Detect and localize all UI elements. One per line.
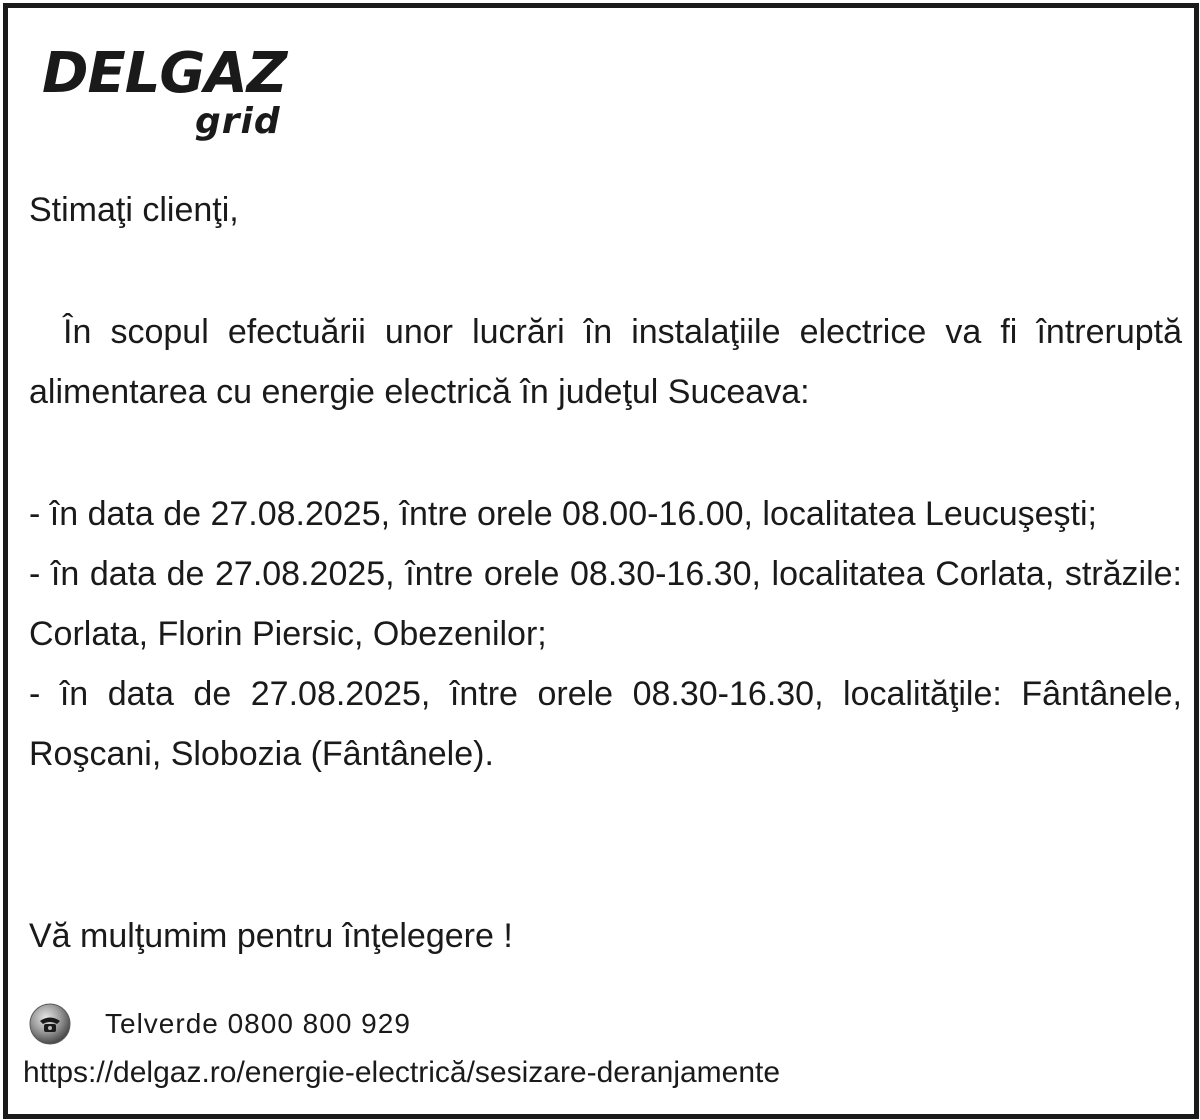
list-item: - în data de 27.08.2025, între orele 08.30-16.30, localitatea Corlata, străzile: Corlata, Florin Piersic, Obezenilor;	[29, 555, 1182, 653]
intro-paragraph: În scopul efectuării unor lucrări în instalaţiile electrice va fi întreruptă alimentarea cu energie electrică în judeţul Suceava:	[29, 313, 1182, 411]
notice-frame	[3, 3, 1199, 1119]
report-url[interactable]: https://delgaz.ro/energie-electrică/sesizare-deranjamente	[23, 1056, 781, 1089]
thanks-message: Vă mulţumim pentru înţelegere !	[29, 917, 513, 955]
list-item: - în data de 27.08.2025, între orele 08.00-16.00, localitatea Leucuşeşti;	[29, 495, 1097, 533]
greeting: Stimaţi clienţi,	[29, 191, 239, 229]
logo-sub: grid	[195, 101, 281, 142]
phone-row	[29, 1001, 729, 1047]
hotline-text: Telverde 0800 800 929	[105, 1008, 411, 1039]
telephone-icon	[29, 1003, 71, 1045]
outage-list	[29, 484, 1182, 784]
delgaz-grid-logo	[42, 41, 312, 154]
logo-brand: DELGAZ	[42, 41, 287, 106]
list-item: - în data de 27.08.2025, între orele 08.30-16.30, localităţile: Fântânele, Roşcani, Slobozia (Fântânele).	[29, 675, 1182, 773]
